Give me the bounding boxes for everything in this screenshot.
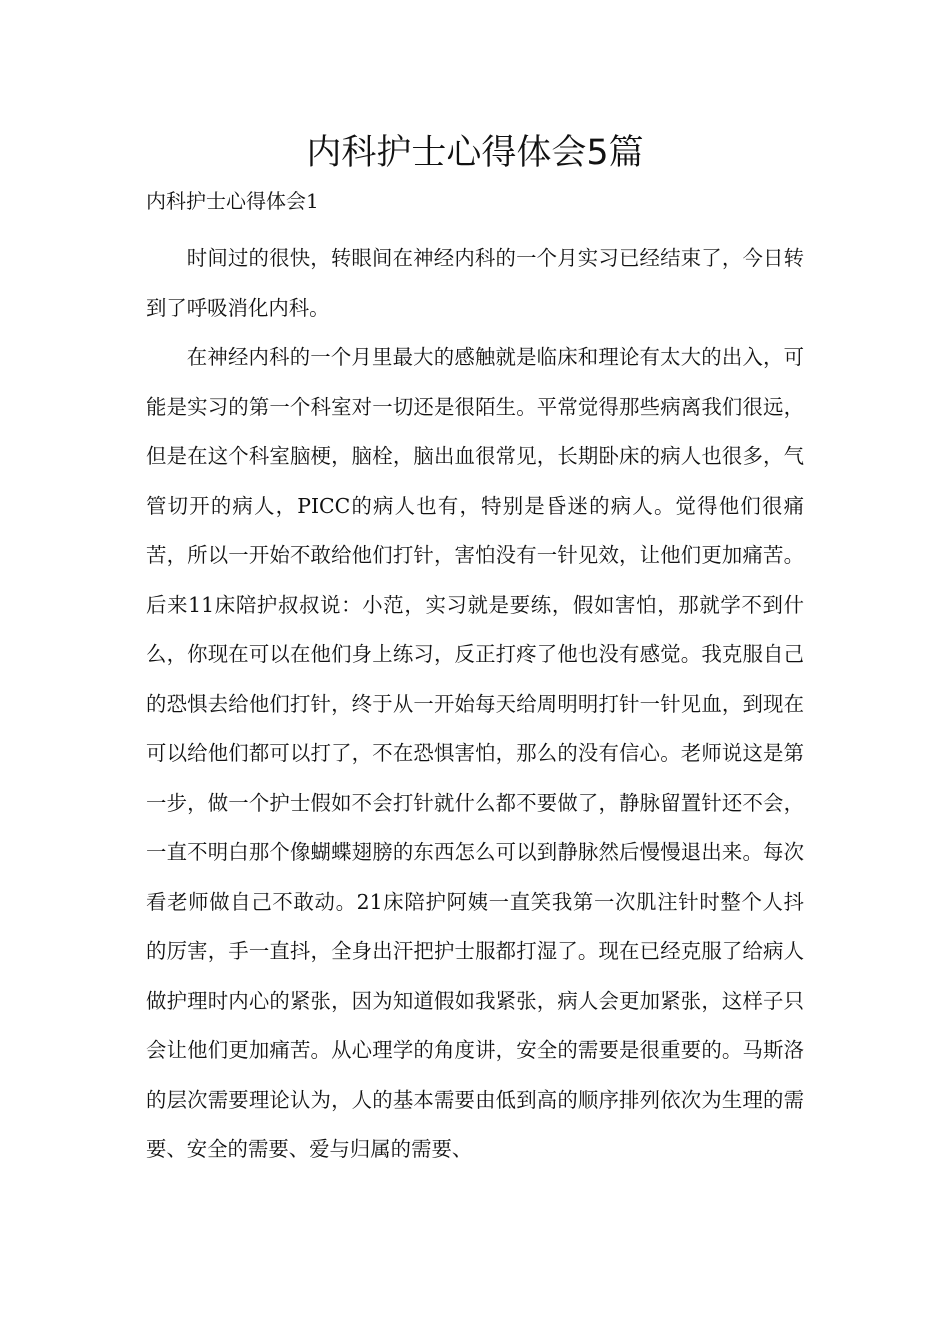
document-body [146, 234, 804, 1175]
document-title: 内科护士心得体会5篇 [306, 133, 644, 173]
section-heading: 内科护士心得体会1 [146, 189, 319, 213]
paragraph-1: 时间过的很快，转眼间在神经内科的一个月实习已经结束了，今日转到了呼吸消化内科。 [146, 246, 804, 320]
paragraph-2: 在神经内科的一个月里最大的感触就是临床和理论有太大的出入，可能是实习的第一个科室对一切还是很陌生。平常觉得那些病离我们很远，但是在这个科室脑梗，脑栓，脑出血很常见，长期卧床的病人也很多，气管切开的病人，PICC的病人也有，特别是昏迷的病人。觉得他们很痛苦，所以一开始不敢给他们打针，害怕没有一针见效，让他们更加痛苦。后来11床陪护叔叔说：小范，实习就是要练，假如害怕，那就学不到什么，你现在可以在他们身上练习，反正打疼了他也没有感觉。我克服自己的恐惧去给他们打针，终于从一开始每天给周明明打针一针见血，到现在可以给他们都可以打了，不在恐惧害怕，那么的没有信心。老师说这是第一步，做一个护士假如不会打针就什么都不要做了，静脉留置针还不会，一直不明白那个像蝴蝶翅膀的东西怎么可以到静脉然后慢慢退出来。每次看老师做自己不敢动。21床陪护阿姨一直笑我第一次肌注针时整个人抖的厉害，手一直抖，全身出汗把护士服都打湿了。现在已经克服了给病人做护理时内心的紧张，因为知道假如我紧张，病人会更加紧张，这样子只会让他们更加痛苦。从心理学的角度讲，安全的需要是很重要的。马斯洛的层次需要理论认为，人的基本需要由低到高的顺序排列依次为生理的需要、安全的需要、爱与归属的需要、 [146, 345, 804, 1161]
